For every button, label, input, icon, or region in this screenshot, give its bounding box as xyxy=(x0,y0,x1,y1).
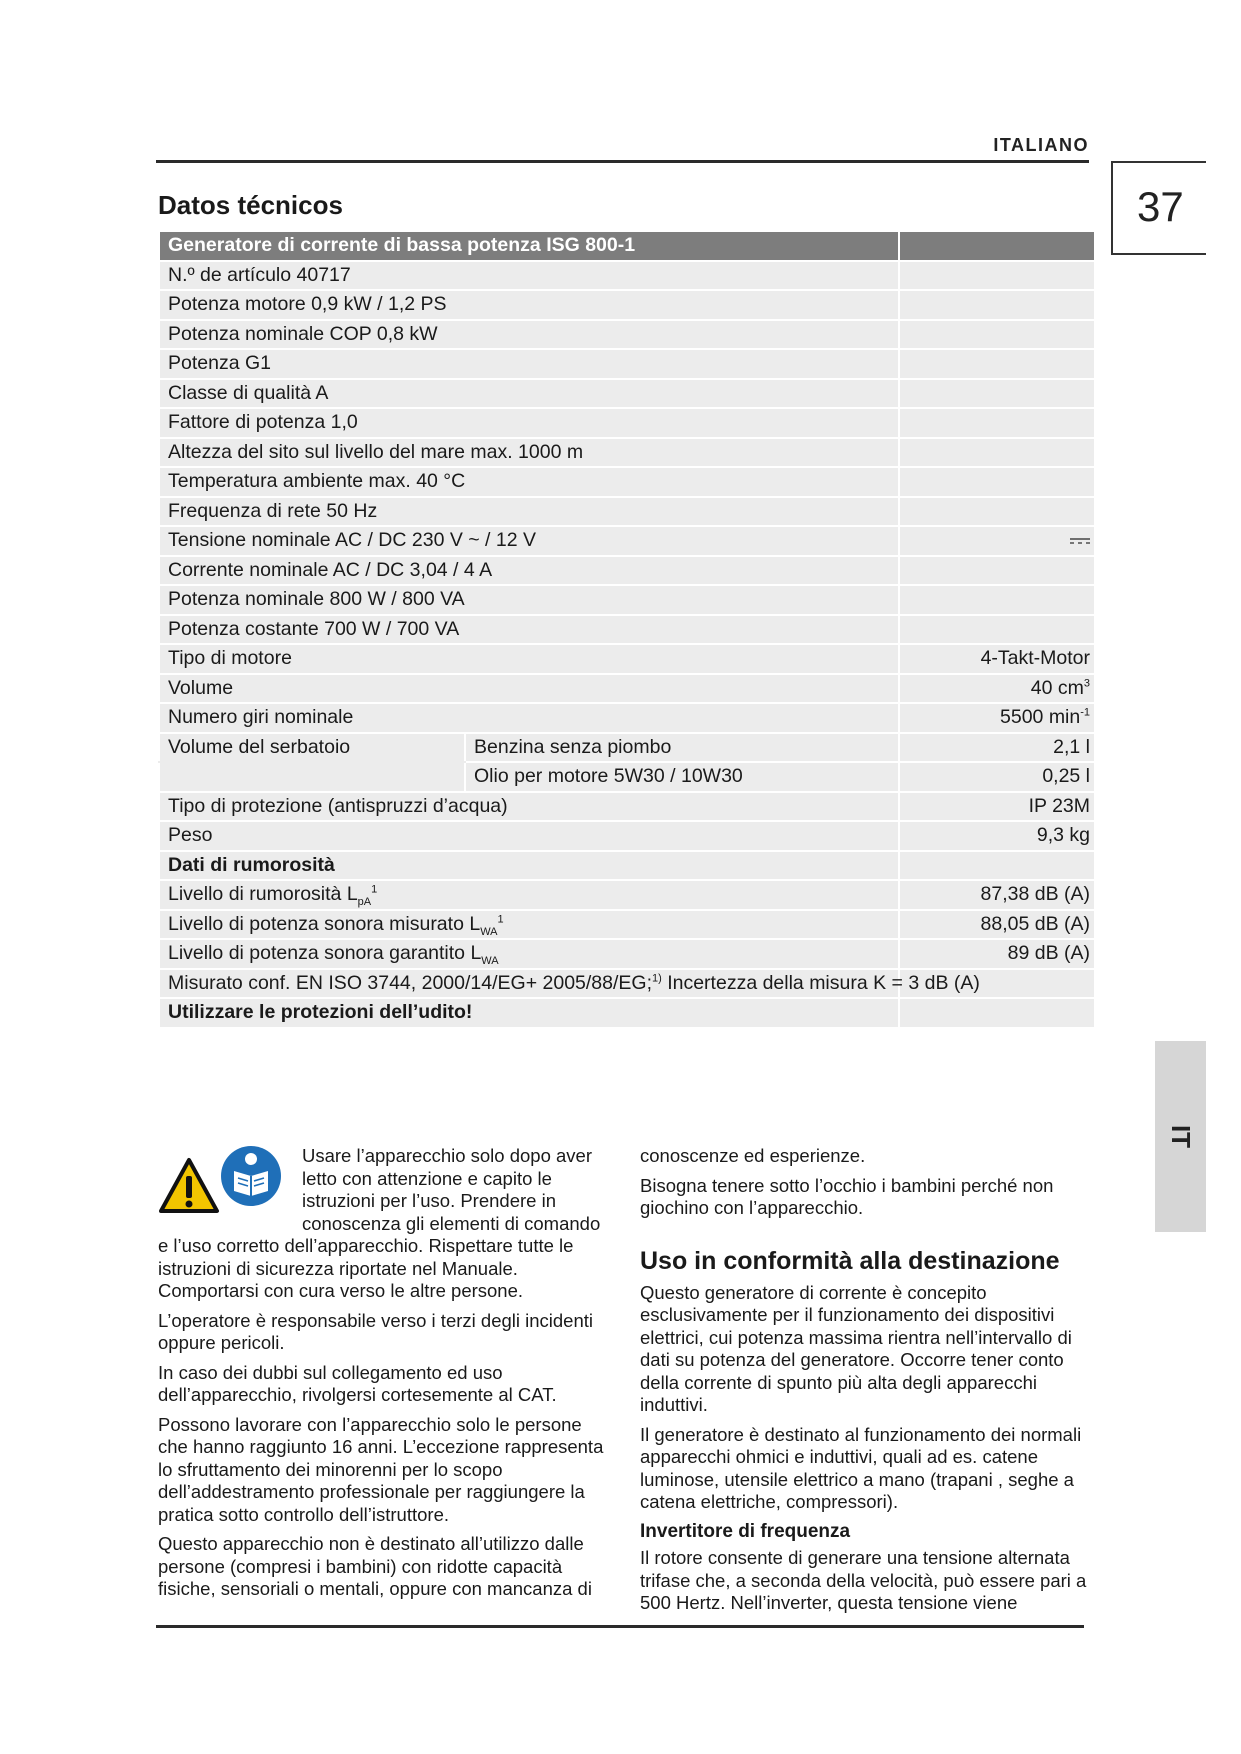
spec-label: Tipo di protezione (antispruzzi d’acqua) xyxy=(159,792,899,822)
spec-label: Classe di qualità A xyxy=(159,379,899,409)
table-row xyxy=(159,733,1095,763)
table-row xyxy=(159,320,1095,350)
table-row xyxy=(159,526,1095,556)
spec-value: IP 23M xyxy=(899,792,1095,822)
spec-value: 5500 $\min^{-1}$ xyxy=(899,703,1095,733)
inverter-subheading: Invertitore di frequenza xyxy=(640,1520,851,1542)
spec-label: Potenza nominale COP 0,8 kW xyxy=(159,320,899,350)
spec-label: Temperatura ambiente max. 40 °C xyxy=(159,467,899,497)
top-rule xyxy=(156,160,1089,163)
paragraph: L’operatore è responsabile verso i terzi degli incidenti oppure pericoli. xyxy=(158,1309,594,1353)
spec-label: Potenza nominale 800 W / 800 VA xyxy=(159,585,899,615)
paragraph: conoscenze ed esperienze. xyxy=(640,1145,866,1166)
intended-use-heading: Uso in conformità alla destinazione xyxy=(640,1246,1060,1275)
paragraph: Usare l’apparecchio solo dopo aver letto con attenzione e capito le istruzioni per l’uso. Prendere in conoscenza gli elementi di comando e l’uso corretto dell’apparecchio. Rispettare tutte le istruzioni di sicurezza riportate nel Manuale. Comportarsi con cura verso le altre persone. xyxy=(158,1145,601,1301)
right-text-column xyxy=(640,1145,1095,1622)
spec-label: Corrente nominale AC / DC 3,04 / 4 A xyxy=(159,556,899,586)
table-title: Generatore di corrente di bassa potenza ISG 800-1 xyxy=(159,231,899,261)
spec-label: Peso xyxy=(159,821,899,851)
left-text-column xyxy=(158,1145,613,1608)
spec-label: Volume xyxy=(159,674,899,704)
table-row xyxy=(159,674,1095,704)
spec-label: Potenza G1 xyxy=(159,349,899,379)
spec-value: 2,1 l xyxy=(899,733,1095,763)
table-row xyxy=(159,762,1095,792)
table-row xyxy=(159,261,1095,291)
table-row xyxy=(159,792,1095,822)
table-row xyxy=(159,438,1095,468)
spec-sublabel: Benzina senza piombo xyxy=(465,733,899,763)
spec-label: Livello di potenza sonora garantito $L_{WA}$ xyxy=(159,939,899,969)
table-row xyxy=(159,880,1095,910)
table-row xyxy=(159,821,1095,851)
read-manual-icon xyxy=(220,1145,282,1207)
technical-data-table xyxy=(158,230,1096,1029)
paragraph: Possono lavorare con l’apparecchio solo le persone che hanno raggiunto 16 anni. L’eccezione rappresenta lo sfruttamento dei minorenni per lo scopo dell’addestramento professionale per raggiungere la pratica sotto controllo dell’istruttore. xyxy=(158,1413,604,1525)
spec-sublabel: Olio per motore 5W30 / 10W30 xyxy=(465,762,899,792)
table-row xyxy=(159,349,1095,379)
language-side-tab xyxy=(1155,1041,1206,1232)
table-row xyxy=(159,969,1095,999)
table-row xyxy=(159,556,1095,586)
spec-value: 9,3 kg xyxy=(899,821,1095,851)
hearing-protection-note: Utilizzare le protezioni dell’udito! xyxy=(159,998,899,1028)
spec-label: Frequenza di rete 50 Hz xyxy=(159,497,899,527)
paragraph: In caso dei dubbi sul collegamento ed uso dell’apparecchio, rivolgersi cortesemente al CAT. xyxy=(158,1361,557,1405)
table-row xyxy=(159,998,1095,1028)
noise-heading: Dati di rumorosità xyxy=(159,851,899,881)
spec-label: N.º de artículo 40717 xyxy=(159,261,899,291)
paragraph: Il generatore è destinato al funzionamento dei normali apparecchi ohmici e induttivi, quali ad es. catene luminose, utensile elettrico a mano (trapani , seghe a catena elettriche, compressori). xyxy=(640,1423,1082,1512)
table-row xyxy=(159,467,1095,497)
spec-value: 89 dB (A) xyxy=(899,939,1095,969)
table-row xyxy=(159,939,1095,969)
spec-value: 40 $cm^3$ xyxy=(899,674,1095,704)
page-number: 37 xyxy=(1111,161,1206,255)
table-row xyxy=(159,290,1095,320)
dc-symbol-icon xyxy=(1070,536,1090,546)
spec-value: 88,05 dB (A) xyxy=(899,910,1095,940)
table-row xyxy=(159,379,1095,409)
spec-label: Fattore di potenza 1,0 xyxy=(159,408,899,438)
measurement-note: Misurato conf. EN ISO 3744, 2000/14/EG+ 2005/88/EG;$^{1)}$ Incertezza della misura K = 3 dB (A) xyxy=(159,969,899,999)
spec-value: 4-Takt-Motor xyxy=(899,644,1095,674)
paragraph: Bisogna tenere sotto l’occhio i bambini perché non giochino con l’apparecchio. xyxy=(640,1174,1054,1218)
table-row xyxy=(159,585,1095,615)
spec-label: Livello di rumorosità $L_{pA}^1$ xyxy=(159,880,899,910)
spec-label: Volume del serbatoio xyxy=(159,733,465,763)
language-label: ITALIANO xyxy=(993,135,1089,155)
table-row xyxy=(159,703,1095,733)
spec-label: Potenza motore 0,9 kW / 1,2 PS xyxy=(159,290,899,320)
spec-value: 0,25 l xyxy=(899,762,1095,792)
table-row xyxy=(159,497,1095,527)
spec-label: Numero giri nominale xyxy=(159,703,899,733)
spec-label: Tensione nominale AC / DC 230 V ~ / 12 V xyxy=(159,526,899,556)
spec-label: Potenza costante 700 W / 700 VA xyxy=(159,615,899,645)
paragraph: Questo generatore di corrente è concepito esclusivamente per il funzionamento dei dispositivi elettrici, cui potenza massima rientra nell’intervallo di dati su potenza del generatore. Occorre tener conto della corrente di spunto più alta degli apparecchi induttivi. xyxy=(640,1281,1072,1415)
table-header-row xyxy=(159,231,1095,261)
table-row xyxy=(159,615,1095,645)
spec-label: Altezza del sito sul livello del mare max. 1000 m xyxy=(159,438,899,468)
table-row xyxy=(159,644,1095,674)
paragraph: Questo apparecchio non è destinato all’utilizzo dalle persone (compresi i bambini) con ridotte capacità fisiche, sensoriali o mentali, oppure con mancanza di xyxy=(158,1533,592,1599)
warning-triangle-icon xyxy=(158,1157,220,1215)
spec-label: Livello di potenza sonora misurato $L_{WA}^1$ xyxy=(159,910,899,940)
paragraph: Il rotore consente di generare una tensione alternata trifase che, a seconda della velocità, può essere pari a 500 Hertz. Nell’inverter, questa tensione viene xyxy=(640,1547,1087,1613)
table-row xyxy=(159,910,1095,940)
spec-label: Tipo di motore xyxy=(159,644,899,674)
safety-icons xyxy=(158,1145,294,1217)
section-title: Datos técnicos xyxy=(158,190,343,220)
side-tab-label: IT xyxy=(1165,1124,1196,1149)
bottom-rule xyxy=(156,1625,1084,1628)
table-row xyxy=(159,851,1095,881)
table-row xyxy=(159,408,1095,438)
spec-value: 87,38 dB (A) xyxy=(899,880,1095,910)
